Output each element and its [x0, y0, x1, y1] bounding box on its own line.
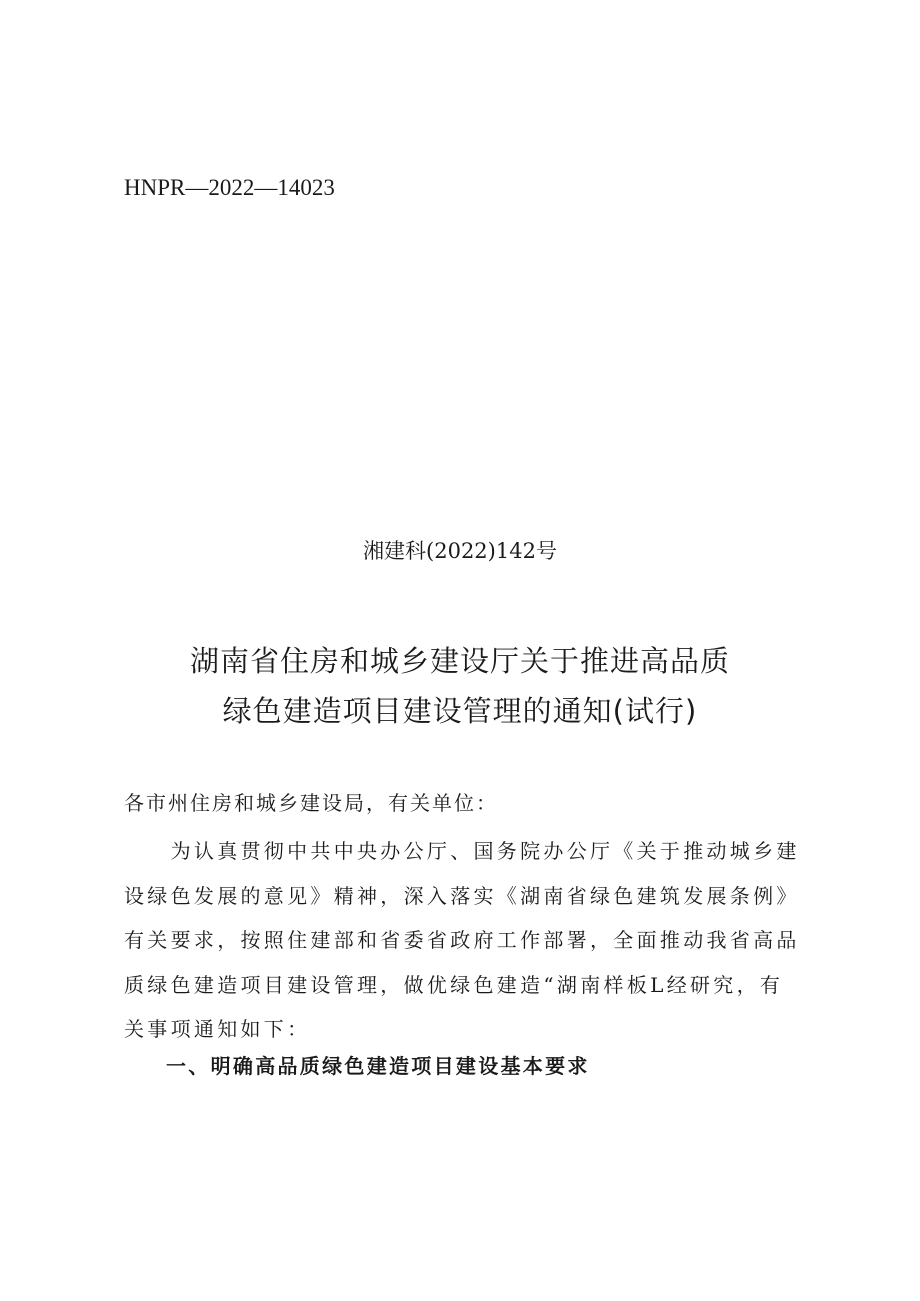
body-line: 质绿色建造项目建设管理，做优绿色建造“湖南样板L经研究，有: [124, 972, 784, 997]
document-title: [0, 636, 920, 736]
body-line: 有关要求，按照住建部和省委省政府工作部署，全面推动我省高品: [124, 928, 800, 952]
title-line: 湖南省住房和城乡建设厅关于推进高品质: [189, 644, 730, 678]
body-line: 关事项通知如下：: [124, 1017, 311, 1041]
title-line: 绿色建造项目建设管理的通知(试行): [222, 694, 698, 728]
document-number: 湘建科(2022)142号: [363, 539, 557, 563]
body-line: 设绿色发展的意见》精神，深入落实《湖南省绿色建筑发展条例》: [124, 883, 800, 908]
document-code: HNPR—2022—14023: [124, 175, 335, 200]
section-heading: 一、明确高品质绿色建造项目建设基本要求: [166, 1054, 590, 1078]
addressee: 各市州住房和城乡建设局，有关单位：: [124, 791, 498, 815]
body-paragraph: [124, 829, 800, 1052]
body-line: 为认真贯彻中共中央办公厅、国务院办公厅《关于推动城乡建: [124, 839, 800, 863]
